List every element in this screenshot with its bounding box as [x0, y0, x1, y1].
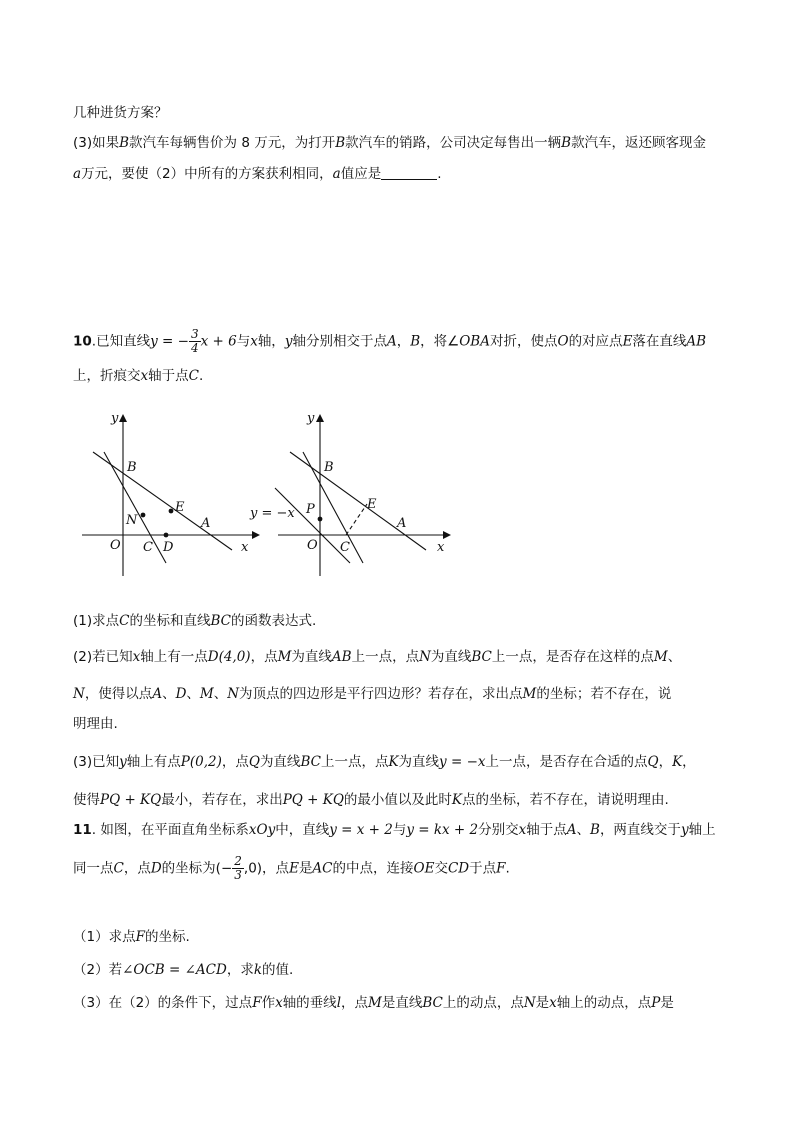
q10-text: 、 [667, 649, 682, 665]
q9-line-1 [73, 103, 168, 123]
q9-line-2 [73, 133, 706, 153]
q11-text: ，求 [226, 962, 254, 978]
q10-var: BC [471, 649, 492, 665]
q10-text: 的最小值以及此时 [343, 792, 452, 808]
q11-var: P [651, 995, 661, 1011]
q11-text: . [505, 860, 510, 877]
q10-var: AB [686, 333, 707, 350]
q11-var: OE [413, 860, 435, 877]
q9-text: 值应是 [340, 166, 382, 182]
q9-text: 款汽车的销路，公司决定每售出一辆 [345, 135, 562, 151]
q10-text: 的坐标；若不存在，说 [536, 686, 672, 702]
q11-var: F [135, 929, 145, 945]
q11-text: （2）若 [73, 962, 123, 978]
q10-var: PQ + KQ [100, 792, 162, 808]
q11-text: 中，直线 [275, 822, 330, 838]
q10-text: 最小，若存在，求出 [161, 792, 283, 808]
q10-var: N [419, 649, 431, 665]
q10-text: 轴上有点 [126, 754, 181, 770]
q10-text: 为顶点的四边形是平行四边形？若存在，求出点 [239, 686, 523, 702]
q10-text: ，将∠ [420, 333, 460, 350]
q9-text: . [437, 166, 442, 182]
q10-var: O [557, 333, 569, 350]
q9-text: (3)如果 [73, 135, 120, 151]
label-x: x [241, 540, 249, 555]
q10-var: C [188, 368, 199, 384]
q10-var: M [522, 686, 537, 702]
q9-var: B [335, 135, 346, 151]
q10-text: (3)已知 [73, 754, 120, 770]
figure-2 [249, 411, 451, 576]
q11-var: F [496, 860, 506, 877]
q11-var: C [113, 860, 124, 877]
q11-var: AC [312, 860, 333, 877]
q10-text: 与 [236, 333, 251, 350]
q10-var: BC [210, 613, 231, 629]
q10-text: 上，折痕交 [73, 368, 141, 384]
q10-var: BC [300, 754, 321, 770]
equation: y = − [150, 333, 189, 350]
q11-text: . 如图，在平面直角坐标系 [91, 822, 249, 838]
q11-var: x [549, 995, 557, 1011]
label-a: A [201, 516, 211, 531]
q10-text: ，点 [250, 649, 278, 665]
point-e [169, 509, 174, 514]
q11-var: BC [422, 995, 443, 1011]
q11-text: ,0)，点 [243, 860, 290, 877]
label-a: A [397, 516, 407, 531]
q10-text: ，点 [221, 754, 249, 770]
q11-var: ∠OCB = ∠ACD [122, 962, 227, 978]
point-p [318, 517, 323, 522]
q10-text: 明理由. [73, 716, 118, 732]
fraction [232, 855, 244, 882]
q9-var: a [73, 166, 82, 182]
q9-text: 万元，要使（2）中所有的方案获利相同， [81, 166, 333, 182]
q11-text: 的坐标. [144, 929, 190, 945]
q11-text: （1）求点 [73, 929, 136, 945]
fraction-denominator: 3 [234, 868, 242, 882]
q10-var: Q [248, 754, 260, 770]
q11-var: y [680, 822, 689, 838]
q11-text: 轴上 [688, 822, 716, 838]
figure-1 [82, 411, 260, 576]
q10-part-3b [73, 790, 669, 810]
q9-line-3 [73, 164, 442, 184]
q10-text: 点的坐标，若不存在，请说明理由. [462, 792, 669, 808]
label-x: x [437, 540, 445, 555]
q10-text: 轴于点 [148, 368, 189, 384]
q10-text: 的对应点 [568, 333, 623, 350]
q11-text: 于点 [469, 860, 497, 877]
q10-var: E [622, 333, 633, 350]
q11-text: 轴上的动点，点 [556, 995, 652, 1011]
q10-var: D(4,0) [207, 649, 251, 665]
q10-var: y = −x [439, 754, 486, 770]
q11-text: 是 [298, 860, 313, 877]
q10-var: K [451, 792, 462, 808]
q10-text: . [198, 368, 204, 384]
q11-var: N [523, 995, 536, 1011]
q11-var: CD [447, 860, 470, 877]
label-c: C [143, 540, 153, 555]
q11-text: （3）在（2）的条件下，过点 [73, 995, 253, 1011]
q10-text: 上一点，是否存在这样的点 [491, 649, 654, 665]
q10-var: y [119, 754, 127, 770]
q10-var: M [653, 649, 668, 665]
question-number: 11 [73, 822, 92, 838]
equation: y = x + 2 [329, 822, 393, 838]
q10-intro [73, 328, 706, 355]
q11-text: ，两直线交于 [599, 822, 681, 838]
q10-figures [0, 400, 794, 600]
label-o: O [307, 538, 318, 553]
q10-var: y [284, 333, 293, 350]
fraction [189, 328, 201, 355]
q10-var: P(0,2) [180, 754, 222, 770]
q10-var: B [410, 333, 421, 350]
q11-line-1 [73, 820, 716, 840]
equation: x + 6 [200, 333, 237, 350]
point-d [164, 533, 169, 538]
q10-text: 的函数表达式. [230, 613, 317, 629]
q9-var: B [561, 135, 572, 151]
q11-text: 的值. [262, 962, 294, 978]
q11-var: x [518, 822, 527, 838]
label-o: O [110, 538, 121, 553]
fraction-numerator: 3 [190, 327, 199, 341]
q10-part-2 [73, 647, 681, 667]
q10-var: PQ + KQ [282, 792, 344, 808]
q9-text: 款汽车每辆售价为 8 万元，为打开 [129, 135, 336, 151]
label-y: y [111, 411, 119, 426]
q10-var: x [250, 333, 258, 350]
label-b: B [127, 460, 137, 475]
q10-text: 上一点，点 [351, 649, 420, 665]
label-c: C [340, 540, 350, 555]
q10-text: 轴分别相交于点 [292, 333, 387, 350]
q11-text: 上的动点，点 [442, 995, 524, 1011]
q10-part-3 [73, 752, 696, 772]
q10-text: ，使得以点 [84, 686, 153, 702]
q9-var: B [119, 135, 130, 151]
q10-var: M [277, 649, 292, 665]
q11-text: 同一点 [73, 860, 114, 877]
q10-var: x [132, 649, 141, 665]
q10-text: ， [658, 754, 673, 770]
q11-text: ，点 [341, 995, 369, 1011]
q11-text: 是直线 [381, 995, 423, 1011]
label-e: E [367, 497, 377, 512]
q11-var: xOy [248, 822, 276, 838]
q10-var: N [227, 686, 240, 702]
point-n [141, 513, 146, 518]
q10-intro-2 [73, 366, 203, 386]
q11-text: 轴于点 [526, 822, 567, 838]
q11-var: l [336, 995, 342, 1011]
q10-text: 使得 [73, 792, 100, 808]
q11-var: A [566, 822, 577, 838]
q10-var: AB [331, 649, 352, 665]
q11-var: k [253, 962, 263, 978]
q10-var: x [140, 368, 149, 384]
q10-var: A [386, 333, 397, 350]
q10-var: Q [647, 754, 659, 770]
q10-text: 上一点，点 [320, 754, 389, 770]
q10-var: C [119, 613, 130, 629]
q10-text: 轴， [257, 333, 285, 350]
q10-text: 、 [213, 686, 228, 702]
q11-var: B [590, 822, 600, 838]
q10-text: .已知直线 [91, 333, 151, 350]
q11-text: 作 [261, 995, 276, 1011]
q10-text: 为直线 [259, 754, 301, 770]
q11-var: x [275, 995, 283, 1011]
q11-var: M [368, 995, 382, 1011]
q10-text: 为直线 [291, 649, 332, 665]
q11-text: 是 [535, 995, 550, 1011]
q11-part-3 [73, 993, 674, 1013]
label-p: P [306, 502, 315, 517]
q11-text: ，点 [123, 860, 151, 877]
q10-text: 对折，使点 [489, 333, 558, 350]
x-axis-arrow [443, 531, 451, 539]
equation: y = kx + 2 [406, 822, 479, 838]
x-axis-arrow [252, 531, 260, 539]
y-axis-arrow [119, 414, 127, 422]
q10-var: A [152, 686, 163, 702]
fraction-denominator: 4 [190, 341, 199, 355]
q11-var: F [252, 995, 262, 1011]
q10-part-2b [73, 684, 671, 704]
fraction-numerator: 2 [234, 854, 242, 868]
q9-text: 几种进货方案？ [73, 105, 168, 121]
q9-text: 款汽车，返还顾客现金 [571, 135, 707, 151]
q10-text: (2)若已知 [73, 649, 133, 665]
label-e: E [175, 500, 185, 515]
q10-text: 、 [186, 686, 200, 702]
label-d: D [163, 540, 174, 555]
q11-text: 交 [434, 860, 448, 877]
q10-text: ， [682, 754, 696, 770]
q10-var: D [175, 686, 187, 702]
q11-text: 的坐标为(− [161, 860, 233, 877]
q10-var: M [199, 686, 214, 702]
q11-line-2 [73, 855, 510, 882]
q11-text: 的中点，连接 [332, 860, 414, 877]
q10-text: (1)求点 [73, 613, 120, 629]
q10-text: ， [396, 333, 411, 350]
q11-text: 与 [392, 822, 407, 838]
answer-blank [381, 165, 437, 180]
q10-part-2c [73, 714, 118, 734]
q10-text: 为直线 [430, 649, 472, 665]
q10-var: K [672, 754, 683, 770]
label-y: y [307, 411, 315, 426]
question-number: 10 [73, 333, 92, 350]
q10-part-1 [73, 611, 316, 631]
q11-text: 分别交 [478, 822, 519, 838]
y-axis-arrow [316, 414, 324, 422]
q11-text: 、 [576, 822, 591, 838]
label-b: B [324, 460, 334, 475]
q10-text: 、 [162, 686, 176, 702]
q10-var: K [388, 754, 399, 770]
q10-var: N [73, 686, 85, 702]
q10-text: 轴上有一点 [140, 649, 208, 665]
label-line-y-neg-x: y = −x [250, 506, 295, 521]
q10-text: 的坐标和直线 [129, 613, 211, 629]
q9-var: a [332, 166, 341, 182]
label-n: N [126, 513, 138, 528]
q10-text: 落在直线 [632, 333, 687, 350]
q11-text: 轴的垂线 [282, 995, 337, 1011]
q11-text: 是 [660, 995, 674, 1011]
dashed-ce [346, 504, 367, 535]
q10-text: 上一点，是否存在合适的点 [485, 754, 648, 770]
q11-part-1 [73, 927, 190, 947]
q10-var: OBA [459, 333, 490, 350]
q11-var: D [150, 860, 162, 877]
q10-text: 为直线 [398, 754, 440, 770]
q11-var: E [289, 860, 299, 877]
q11-part-2 [73, 960, 293, 980]
